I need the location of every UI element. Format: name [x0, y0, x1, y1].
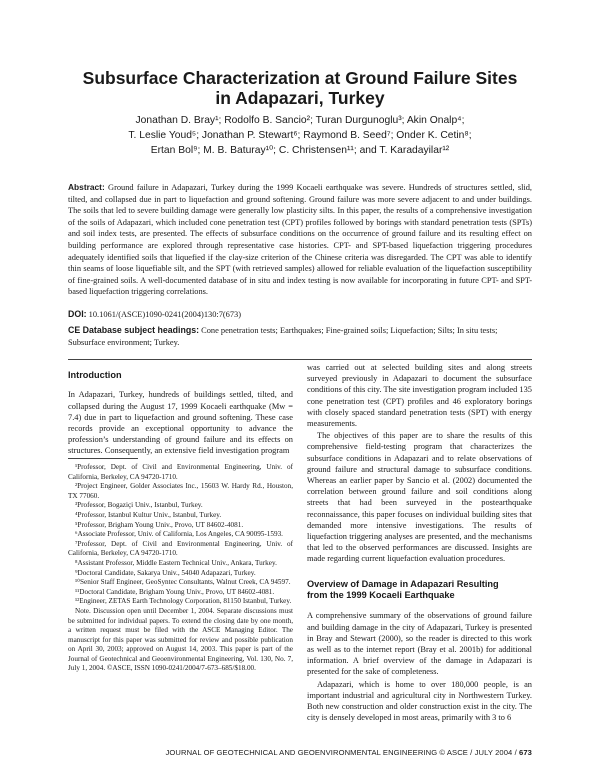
- footnote: ⁸Assistant Professor, Middle Eastern Technical Univ., Ankara, Turkey.: [75, 558, 277, 567]
- footnote-note: Note. Discussion open until December 1, 2004. Separate discussions must be submitted for individual papers. To extend the closing date by one month, a written request must be filed with the ASCE Managing Editor. The manuscript for this paper was submitted for review and possible publication on April 30, 2003; approved on August 14, 2003. This paper is part of the Journal of Geotechnical and Geoenvironmental Engineering, Vol. 130, No. 7, July 1, 2004. ©ASCE, ISSN 1090-0241/2004/7-673–685/$18.00.: [68, 606, 293, 673]
- intro-paragraph-2: The objectives of this paper are to share the results of this comprehensive field-testing program that characterizes the subsurface conditions in Adapazari and to relate observations of ground failure and structural damage to subsurface conditions. Whereas an earlier paper by Sancio et al. (2002) documented the correlation between ground failure and soil conditions along streets that had been surveyed in the postearthquake reconnaissance, this paper focuses on individual building sites that demanded more intensive investigations. The results of liquefaction triggering analyses are presented, and the mechanisms that led to the observed performances are discussed. Insights are made regarding current liquefaction evaluation procedures.: [307, 431, 532, 564]
- doi-label: DOI:: [68, 309, 87, 319]
- intro-heading: Introduction: [68, 370, 122, 380]
- authors-line-2: T. Leslie Youd⁵; Jonathan P. Stewart⁶; Raymond B. Seed⁷; Onder K. Cetin⁸;: [128, 130, 472, 141]
- footnote: ⁴Professor, Istanbul Kultur Univ., Istanbul, Turkey.: [75, 510, 222, 519]
- overview-heading-line-2: from the 1999 Kocaeli Earthquake: [307, 590, 455, 601]
- footnote: ¹Professor, Dept. of Civil and Environmental Engineering, Univ. of California, Berkeley, CA 94720-1710.: [68, 463, 293, 481]
- title-line-2: in Adapazari, Turkey: [215, 88, 385, 108]
- overview-heading: [307, 579, 532, 602]
- left-column: [68, 370, 293, 457]
- footer-journal: JOURNAL OF GEOTECHNICAL AND GEOENVIRONMENTAL ENGINEERING © ASCE / JULY 2004 /: [165, 748, 517, 757]
- footnote: ⁷Professor, Dept. of Civil and Environmental Engineering, Univ. of California, Berkeley, CA 94720-1710.: [68, 539, 293, 558]
- intro-paragraph-1: In Adapazari, Turkey, hundreds of buildings settled, tilted, and collapsed during the August 17, 1999 Kocaeli earthquake (Mw = 7.4) due in part to liquefaction and ground softening. These case records provide an exceptional opportunity to advance the profession’s understanding of ground failure and its effects on structures. Consequently, an extensive field investigation program: [68, 390, 293, 456]
- abstract-label: Abstract:: [68, 182, 105, 192]
- footnote: ¹¹Doctoral Candidate, Brigham Young Univ., Provo, UT 84602-4081.: [75, 587, 275, 596]
- footnote: ¹⁰Senior Staff Engineer, GeoSyntec Consultants, Walnut Creek, CA 94597.: [75, 578, 291, 587]
- right-column: [307, 362, 532, 724]
- overview-paragraph-2: Adapazari, which is home to over 180,000 people, is an important industrial and agricultural city in Northwestern Turkey. Both new construction and older construction exist in the city. The city is densely developed in most areas, primarily with 3 to 6: [307, 679, 532, 723]
- authors-line-1: Jonathan D. Bray¹; Rodolfo B. Sancio²; Turan Durgunoglu³; Akin Onalp⁴;: [135, 115, 465, 126]
- page-footer: [140, 748, 532, 757]
- doi-line: [68, 309, 241, 319]
- footnote: ⁶Associate Professor, Univ. of California, Los Angeles, CA 90095-1593.: [75, 530, 283, 539]
- doi-value[interactable]: 10.1061/(ASCE)1090-0241(2004)130:7(673): [88, 310, 242, 319]
- abstract-text: Ground failure in Adapazari, Turkey during the 1999 Kocaeli earthquake was severe. Hundreds of structures settled, slid, tilted, and collapsed due in part to liquefaction and ground softening. Ground failure was more severe adjacent to and under buildings. The soils that led to severe building damage were generally low plasticity silts. In this paper, the results of a comprehensive investigation of the soils of Adapazari, which included cone penetration test (CPT) profiles followed by borings with standard penetration tests (SPTs) and soil index tests, are presented. The effects of subsurface conditions on the occurrence of ground failure and its resulting effect on building performance are explored through representative case histories. CPT- and SPT-based liquefaction triggering procedures adequately identified soils that liquefied if the clay-size criterion of the Chinese criteria was disregarded. The CPT was able to identify thin seams of loose liquefiable silt, and the SPT (with retrieved samples) allowed for reliable evaluation of the liquefaction susceptibility of fine-grained soils. A well-documented database of in situ and index testing is now available for incorporating in future CPT- and SPT-based liquefaction triggering correlations.: [68, 183, 533, 297]
- subject-headings-value: Cone penetration tests; Earthquakes; Fine-grained soils; Liquefaction; Silts; In situ tests; Subsurface environment; Turkey.: [68, 326, 498, 347]
- intro-paragraph-1-continued: was carried out at selected building sites and along streets surveyed previously in Adapazari to document the subsurface conditions of this city. The site investigation program included 135 cone penetration test (CPT) profiles and 46 exploratory borings with closely spaced standard penetration tests (SPT) with energy measurements.: [307, 363, 532, 429]
- subject-headings: [68, 325, 532, 348]
- overview-heading-line-1: Overview of Damage in Adapazari Resulting: [307, 578, 499, 589]
- footnote-divider: [68, 458, 138, 459]
- footnote: ¹²Engineer, ZETAS Earth Technology Corporation, 81150 Istanbul, Turkey.: [75, 597, 292, 606]
- paper-title: [60, 68, 540, 108]
- section-divider: [68, 359, 532, 360]
- footnote: ³Professor, Bogaziçi Univ., Istanbul, Turkey.: [75, 501, 203, 510]
- subject-headings-label: CE Database subject headings:: [68, 325, 200, 335]
- abstract: [68, 182, 532, 298]
- footnotes: [68, 463, 293, 674]
- authors-line-3: Ertan Bol⁹; M. B. Baturay¹⁰; C. Christensen¹¹; and T. Karadayilar¹²: [150, 145, 450, 156]
- overview-paragraph-1: A comprehensive summary of the observations of ground failure and building damage in the city of Adapazari, Turkey is presented in Bray and Stewart (2000), so the reader is directed to this work as well as to the internet report (Bray et al. 2001b) for additional information. A brief overview of the damage in Adapazari is presented for the sake of completeness.: [307, 611, 532, 677]
- footnote: ²Project Engineer, Golder Associates Inc., 15603 W. Hardy Rd., Houston, TX 77060.: [68, 482, 293, 500]
- footnote: ⁹Doctoral Candidate, Sakarya Univ., 54040 Adapazari, Turkey.: [75, 568, 256, 577]
- footer-page-number: 673: [519, 748, 532, 757]
- title-line-1: Subsurface Characterization at Ground Failure Sites: [82, 68, 518, 88]
- author-list: [70, 113, 530, 158]
- footnote: ⁵Professor, Brigham Young Univ., Provo, UT 84602-4081.: [75, 520, 244, 529]
